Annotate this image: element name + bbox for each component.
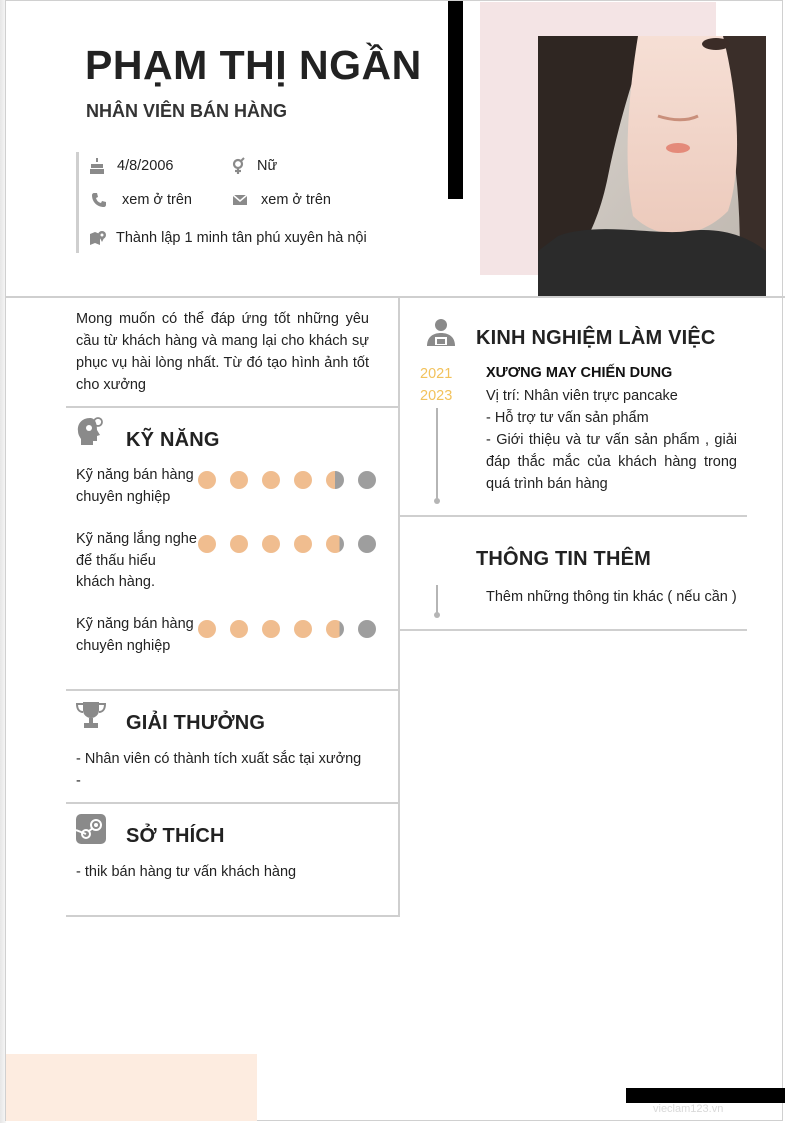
birthday-cake-icon [89, 157, 105, 175]
header-divider [6, 296, 785, 298]
phone-icon [91, 192, 107, 208]
awards-divider [66, 802, 399, 804]
career-objective: Mong muốn có thể đáp ứng tốt những yêu cầu từ khách hàng và mang lại cho khách sự phục vụ hài lòng nhất. Từ đó tạo hình ảnh tốt cho xưởng [76, 311, 369, 393]
decorative-peach-block [6, 1054, 257, 1121]
objective-divider [66, 406, 399, 408]
rating-dot [294, 471, 312, 489]
column-divider [398, 298, 400, 917]
head-gears-icon [76, 416, 106, 446]
experience-start-year: 2021 [420, 366, 453, 382]
experience-duty: - Hỗ trợ tư vấn sản phẩm [486, 410, 649, 426]
decorative-black-footer-bar [626, 1088, 785, 1103]
candidate-position: NHÂN VIÊN BÁN HÀNG [86, 101, 288, 121]
award-line: - Nhân viên có thành tích xuất sắc tại xưởng [76, 751, 362, 767]
experience-role: Vị trí: Nhân viên trực pancake [486, 388, 678, 404]
experience-duty: - Giới thiệu và tư vấn sản phẩm , giải đáp thắc mắc của khách hàng trong quá trình bán hàng [486, 432, 737, 492]
rating-dot [358, 471, 376, 489]
rating-dot [230, 471, 248, 489]
extra-text: Thêm những thông tin khác ( nếu cần ) [486, 589, 737, 605]
gender-value: Nữ [257, 158, 278, 174]
rating-dot [262, 535, 280, 553]
steam-icon [76, 814, 106, 844]
rating-dot [358, 535, 376, 553]
trophy-icon [76, 701, 106, 729]
skill-rating [198, 620, 376, 638]
rating-dot [326, 620, 344, 638]
timeline-dot [434, 612, 440, 618]
hobbies-divider [66, 915, 400, 917]
decorative-black-bar [448, 1, 463, 199]
candidate-name: PHẠM THỊ NGẦN [85, 42, 422, 88]
experience-timeline [436, 408, 438, 502]
rating-dot [230, 620, 248, 638]
experience-end-year: 2023 [420, 388, 453, 404]
profile-photo [538, 36, 766, 296]
gender-icon [231, 157, 245, 175]
rating-dot [326, 471, 344, 489]
contact-divider [76, 152, 79, 253]
skill-name: Kỹ năng bán hàng chuyên nghiệp [76, 467, 194, 505]
rating-dot [262, 620, 280, 638]
rating-dot [358, 620, 376, 638]
watermark: vieclam123.vn [653, 1103, 724, 1115]
extra-divider [400, 629, 747, 631]
email-icon [232, 193, 248, 207]
experience-title: KINH NGHIỆM LÀM VIỆC [476, 327, 716, 349]
skill-rating [198, 535, 376, 553]
map-marker-icon [89, 229, 107, 247]
award-line: - [76, 773, 81, 789]
phone-value: xem ở trên [122, 192, 192, 208]
skills-divider [66, 689, 399, 691]
awards-title: GIẢI THƯỞNG [126, 712, 266, 734]
skill-name: Kỹ năng bán hàng chuyên nghiệp [76, 616, 194, 654]
rating-dot [294, 535, 312, 553]
email-value: xem ở trên [261, 192, 331, 208]
email-item [232, 192, 331, 208]
skill-rating [198, 471, 376, 489]
skill-name: Kỹ năng lắng nghe để thấu hiểu khách hàng. [76, 531, 197, 590]
work-user-icon [425, 318, 457, 348]
hobby-line: - thik bán hàng tư vấn khách hàng [76, 864, 297, 880]
timeline-dot [434, 498, 440, 504]
rating-dot [198, 471, 216, 489]
gender-item [231, 157, 277, 175]
rating-dot [198, 620, 216, 638]
rating-dot [262, 471, 280, 489]
dob-item [89, 157, 173, 175]
dob-value: 4/8/2006 [117, 158, 174, 174]
address-item [89, 229, 367, 247]
experience-divider [400, 515, 747, 517]
address-value: Thành lập 1 minh tân phú xuyên hà nội [116, 230, 367, 246]
rating-dot [294, 620, 312, 638]
phone-item [91, 192, 192, 208]
experience-company: XƯƠNG MAY CHIẾN DUNG [486, 365, 673, 381]
rating-dot [326, 535, 344, 553]
rating-dot [230, 535, 248, 553]
rating-dot [198, 535, 216, 553]
extra-title: THÔNG TIN THÊM [476, 548, 652, 570]
skills-title: KỸ NĂNG [126, 429, 220, 451]
hobbies-title: SỞ THÍCH [126, 825, 225, 847]
